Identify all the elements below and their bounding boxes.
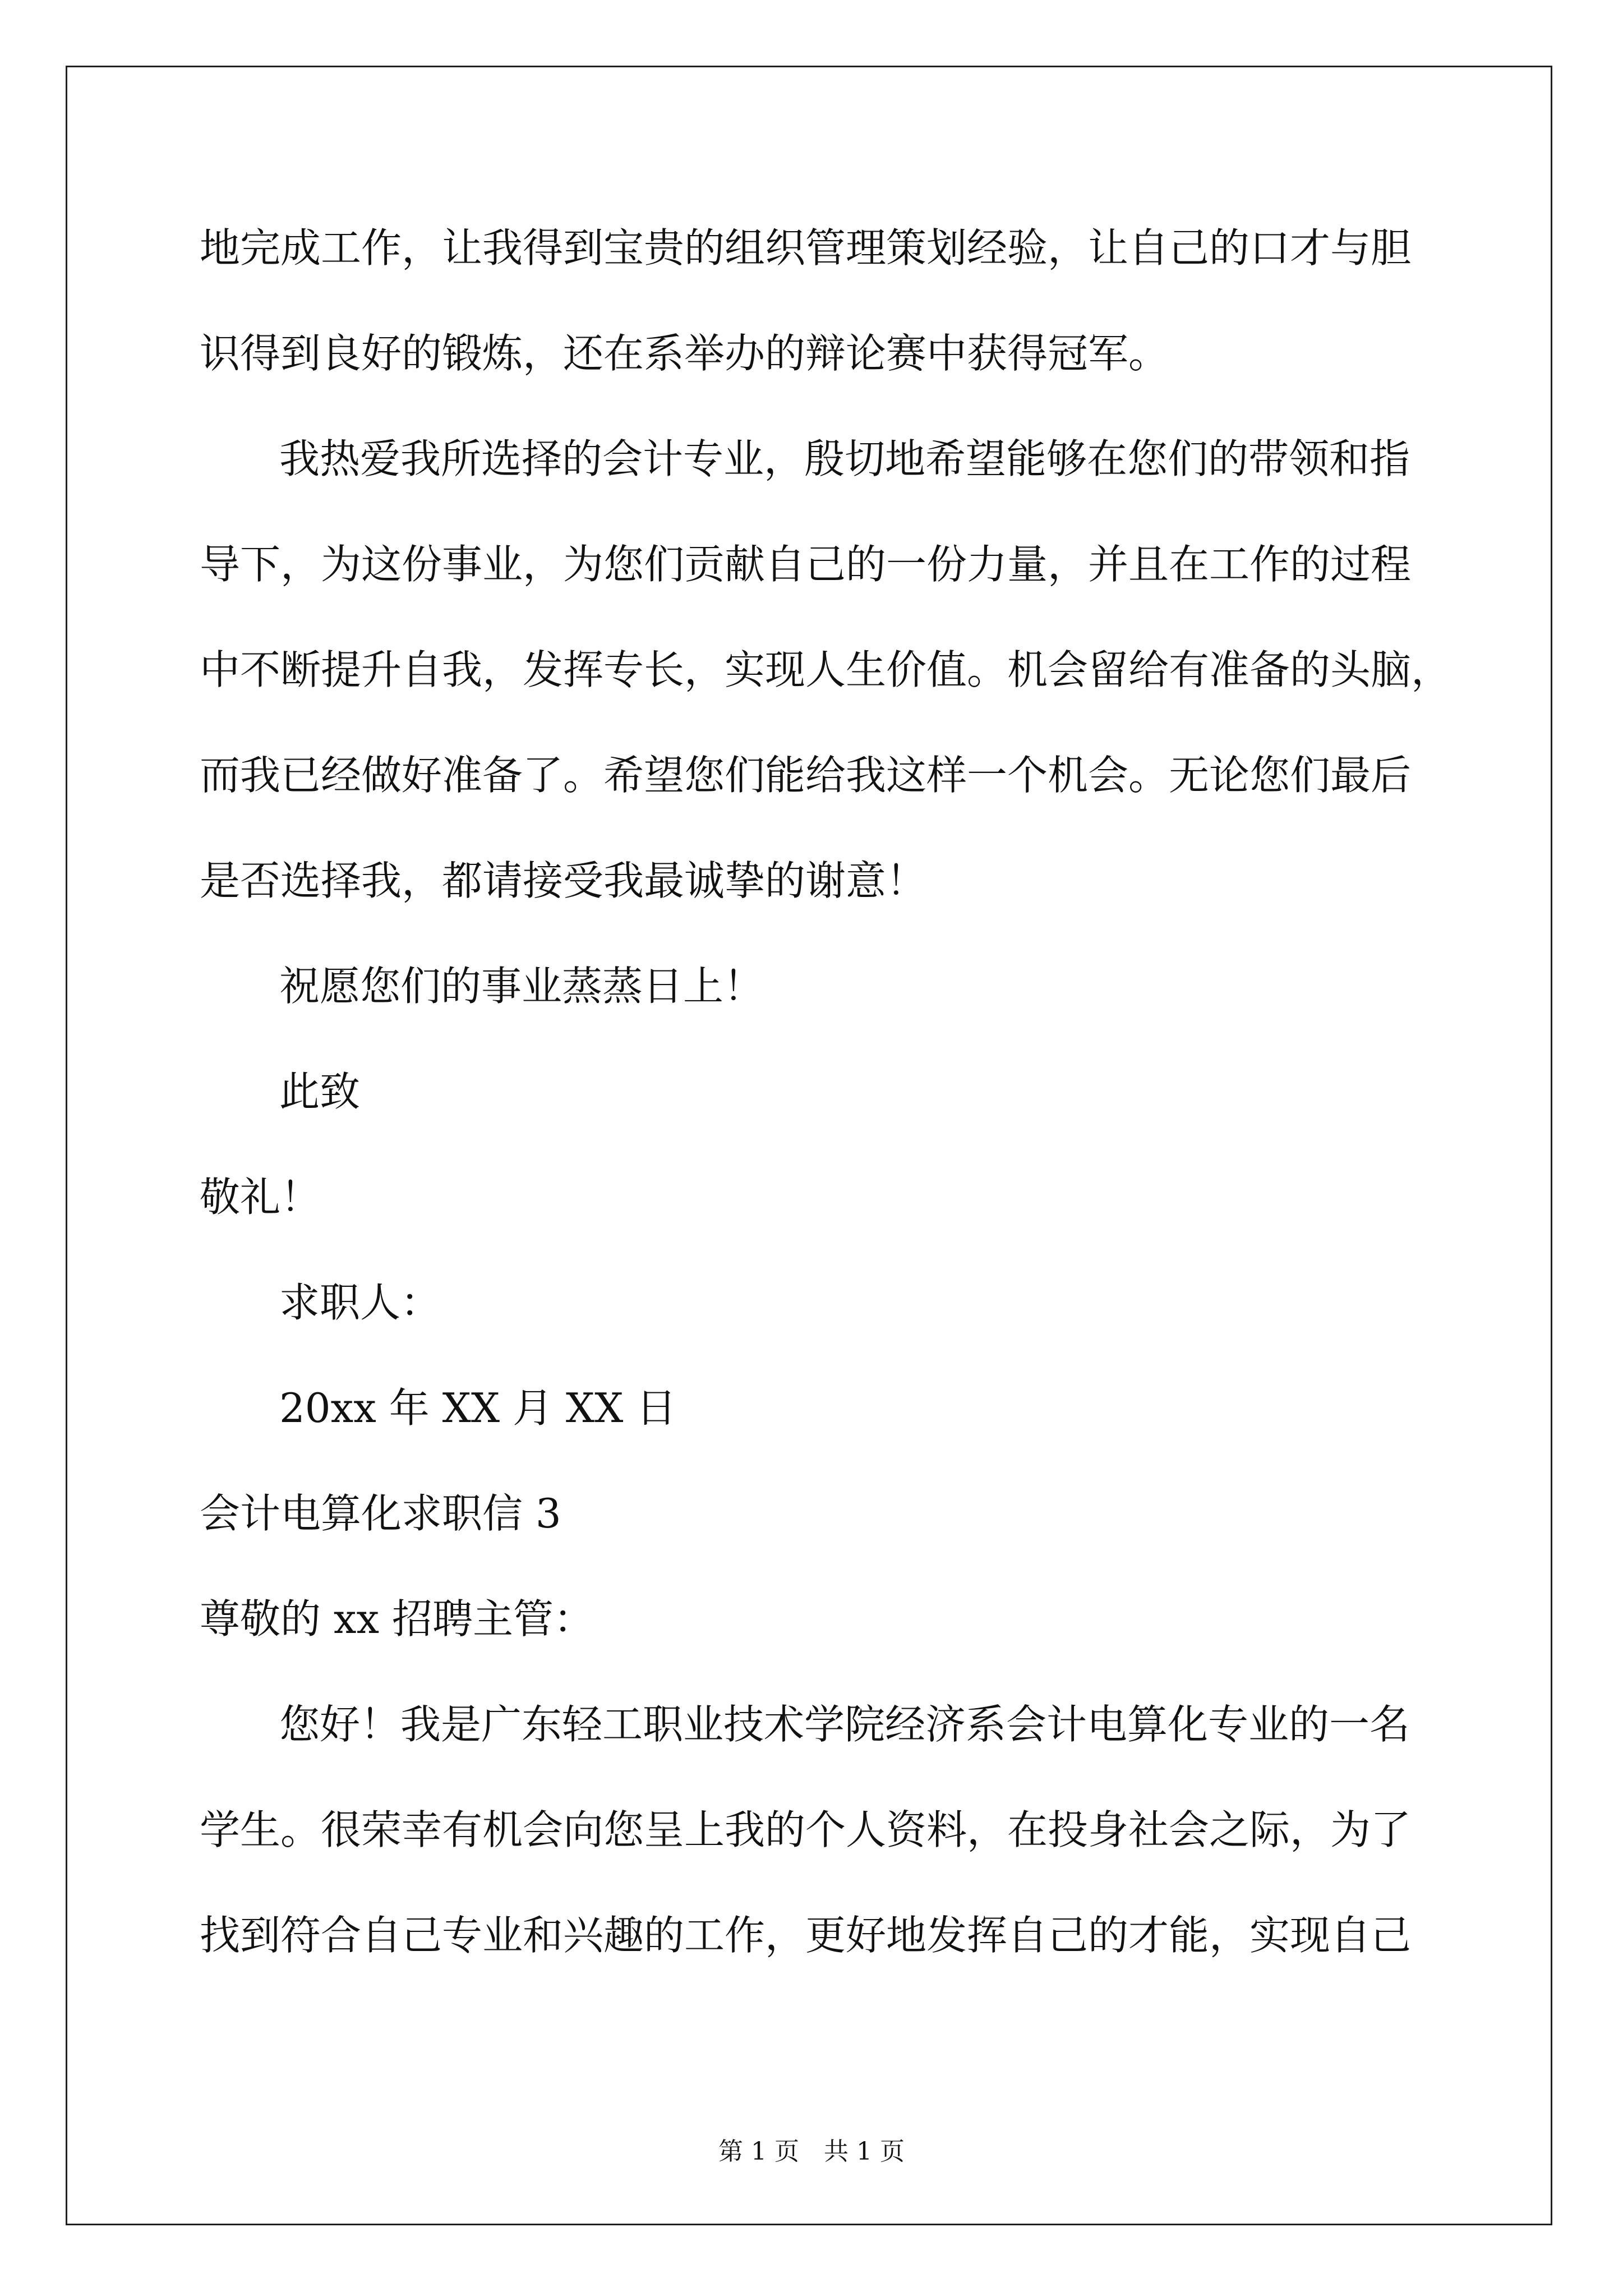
text-line: 是否选择我，都请接受我最诚挚的谢意！ <box>200 857 927 904</box>
page-footer: 第 1 页 共 1 页 <box>718 2137 905 2166</box>
text-line: 此致 <box>279 1068 361 1115</box>
text-line: 导下，为这份事业，为您们贡献自己的一份力量，并且在工作的过程 <box>200 541 1412 588</box>
text-line: 祝愿您们的事业蒸蒸日上！ <box>279 963 764 1010</box>
text-line: 20xx 年 XX 月 XX 日 <box>279 1384 677 1432</box>
section-title: 会计电算化求职信 3 <box>200 1490 561 1537</box>
page-border <box>66 66 1552 2225</box>
text-line: 学生。很荣幸有机会向您呈上我的个人资料，在投身社会之际，为了 <box>200 1806 1412 1853</box>
text-line: 地完成工作，让我得到宝贵的组织管理策划经验，让自己的口才与胆 <box>200 224 1412 272</box>
text-line: 求职人： <box>279 1279 441 1326</box>
text-line: 识得到良好的锻炼，还在系举办的辩论赛中获得冠军。 <box>200 330 1169 377</box>
salutation: 尊敬的 xx 招聘主管： <box>200 1595 594 1642</box>
text-line: 您好！我是广东轻工职业技术学院经济系会计电算化专业的一名 <box>279 1701 1410 1748</box>
text-line: 敬礼！ <box>200 1174 321 1221</box>
text-line: 我热爱我所选择的会计专业，殷切地希望能够在您们的带领和指 <box>279 435 1410 482</box>
text-line: 找到符合自己专业和兴趣的工作，更好地发挥自己的才能，实现自己 <box>200 1912 1412 1959</box>
text-line: 而我已经做好准备了。希望您们能给我这样一个机会。无论您们最后 <box>200 752 1412 799</box>
text-line: 中不断提升自我，发挥专长，实现人生价值。机会留给有准备的头脑， <box>200 646 1452 693</box>
